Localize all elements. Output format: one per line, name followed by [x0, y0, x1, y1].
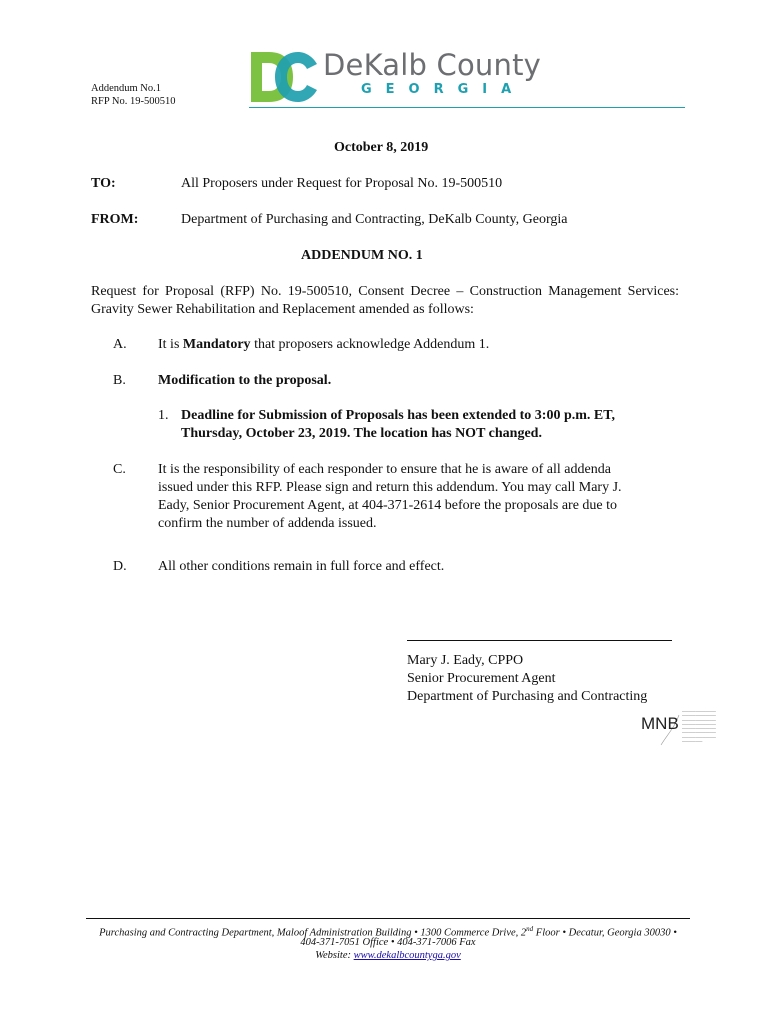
footer-phone: 404-371-7051 Office • 404-371-7006 Fax	[300, 937, 476, 948]
to-label: TO:	[91, 176, 116, 191]
item-a-letter: A.	[113, 337, 127, 352]
item-c-letter: C.	[113, 462, 126, 477]
stamp-initials: MNB	[641, 714, 679, 733]
website-link[interactable]: www.dekalbcountyga.gov	[353, 950, 461, 961]
intro-paragraph: Request for Proposal (RFP) No. 19-500510, Consent Decree – Construction Management Services: Gravity Sewer Rehabilitation and Replacement amended as follows:	[91, 284, 679, 317]
logo-county-name: DeKalb County	[323, 48, 542, 82]
footer-website: Website: www.dekalbcountyga.gov	[315, 950, 461, 961]
header-divider	[249, 107, 685, 108]
item-b-text: Modification to the proposal.	[158, 373, 332, 388]
addendum-number: Addendum No.1	[91, 83, 161, 94]
item-c-line2: issued under this RFP. Please sign and return this addendum. You may call Mary J.	[158, 480, 622, 495]
dc-monogram-icon	[249, 50, 321, 104]
stamp-fine-print: —————————— —————————— —————————— —————————— —————————— —————————— —————————— ——————	[682, 709, 716, 744]
addendum-title: ADDENDUM NO. 1	[301, 248, 423, 263]
dekalb-county-logo	[249, 48, 542, 104]
item-d-text: All other conditions remain in full force and effect.	[158, 559, 445, 574]
from-label: FROM:	[91, 212, 139, 227]
to-value: All Proposers under Request for Proposal No. 19-500510	[181, 176, 503, 191]
item-b-letter: B.	[113, 373, 126, 388]
item-b1-line2: Thursday, October 23, 2019. The location has NOT changed.	[181, 426, 542, 441]
from-value: Department of Purchasing and Contracting, DeKalb County, Georgia	[181, 212, 568, 227]
signature-line	[407, 640, 672, 641]
letter-date: October 8, 2019	[334, 140, 429, 155]
item-b1-line1: Deadline for Submission of Proposals has been extended to 3:00 p.m. ET,	[181, 408, 616, 423]
footer-divider	[86, 918, 690, 919]
item-b1-number: 1.	[158, 408, 169, 423]
item-c-line4: confirm the number of addenda issued.	[158, 516, 377, 531]
logo-state-name: GEORGIA	[361, 82, 526, 97]
digital-signature-stamp	[641, 705, 731, 747]
rfp-number: RFP No. 19-500510	[91, 96, 176, 107]
signer-department: Department of Purchasing and Contracting	[407, 689, 648, 704]
item-c-line3: Eady, Senior Procurement Agent, at 404-371-2614 before the proposals are due to	[158, 498, 618, 513]
signer-title: Senior Procurement Agent	[407, 671, 556, 686]
signer-name: Mary J. Eady, CPPO	[407, 653, 524, 668]
mandatory-emphasis: Mandatory	[182, 337, 251, 352]
item-d-letter: D.	[113, 559, 127, 574]
item-c-line1: It is the responsibility of each responder to ensure that he is aware of all addenda	[158, 462, 611, 477]
footer-address: Purchasing and Contracting Department, Maloof Administration Building • 1300 Commerce Drive, 2nd Floor • Decatur, Georgia 30030 •	[99, 925, 677, 939]
item-a-text: It is Mandatory that proposers acknowledge Addendum 1.	[158, 337, 490, 352]
